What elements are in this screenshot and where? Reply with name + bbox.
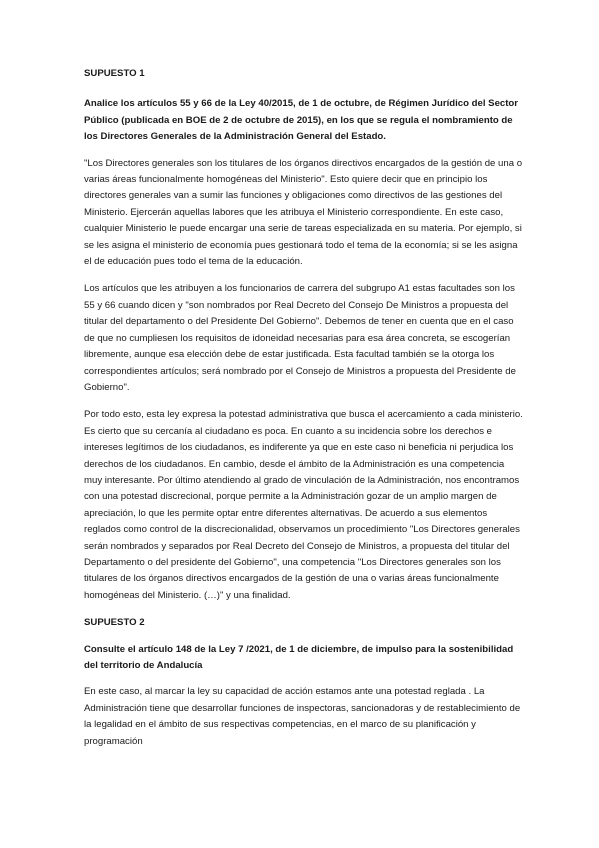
supuesto-1-heading: SUPUESTO 1 bbox=[84, 68, 145, 79]
supuesto-2-question: Consulte el artículo 148 de la Ley 7 /2021, de 1 de diciembre, de impulso para la sostenibilidad del territorio de Andalucía bbox=[84, 643, 514, 671]
supuesto-1-paragraph-1: "Los Directores generales son los titulares de los órganos directivos encargados de la gestión de una o varias áreas funcionalmente homogéneas del Ministerio". Esto quiere decir que en principio los directores generales van a sumir las funciones y obligaciones como directivos de las gestiones del Ministerio. Ejercerán aquellas labores que les atribuya el Ministerio correspondiente. En este caso, cualquier Ministerio le puede encargar una serie de tareas especializada en su materia. Por ejemplo, si se les asigna el ministerio de economía pues gestionará todo el tema de la economía; si se les asigna el de educación pues todo el tema de la educación. bbox=[84, 157, 523, 268]
supuesto-1-paragraph-3: Por todo esto, esta ley expresa la potestad administrativa que busca el acercamiento a cada ministerio. Es cierto que su cercanía al ciudadano es poca. En cuanto a su incidencia sobre los derechos e intereses legítimos de los ciudadanos, es indiferente ya que en este caso ni beneficia ni perjudica los derechos de los ciudadanos. En cambio, desde el ámbito de la Administración es una competencia muy interesante. Por último atendiendo al grado de vinculación de la Administración, nos encontramos con una potestad discrecional, porque permite a la Administración gozar de un amplio margen de apreciación, lo que les permite optar entre diferentes alternativas. De acuerdo a sus elementos reglados como control de la discrecionalidad, observamos un procedimiento "Los Directores generales serán nombrados y separados por Real Decreto del Consejo de Ministros, a propuesta del titular del Departamento o del presidente del Gobierno", una competencia "Los Directores generales son los titulares de los órganos directivos encargados de la gestión de una o varias áreas funcionalmente homogéneas del Ministerio. (…)" y una finalidad. bbox=[84, 409, 523, 601]
supuesto-2-heading: SUPUESTO 2 bbox=[84, 617, 145, 629]
supuesto-1-question: Analice los artículos 55 y 66 de la Ley 40/2015, de 1 de octubre, de Régimen Jurídico del Sector Público (publicada en BOE de 2 de octubre de 2015), en los que se regula el nombramiento de los Directores Generales de la Administración General del Estado. bbox=[84, 98, 519, 143]
document-page bbox=[84, 66, 524, 761]
supuesto-2-paragraph-1: En este caso, al marcar la ley su capacidad de acción estamos ante una potestad reglada . La Administración tiene que desarrollar funciones de inspectoras, sancionadoras y de restablecimiento de la legalidad en el ámbito de sus respectivas competencias, en el marco de su planificación y programación bbox=[84, 686, 521, 747]
supuesto-1-paragraph-2: Los artículos que les atribuyen a los funcionarios de carrera del subgrupo A1 estas facultades son los 55 y 66 cuando dicen y "son nombrados por Real Decreto del Consejo De Ministros a propuesta del titular del departamento o del Presidente Del Gobierno". Debemos de tener en cuenta que en el caso de que no cumpliesen los requisitos de idoneidad necesarias para esa área concreta, se escogerían libremente, aunque esa elección debe de estar justificada. Esta facultad también se la otorga los correspondientes artículos; será nombrado por el Consejo de Ministros a propuesta del Presidente de Gobierno". bbox=[84, 283, 516, 393]
